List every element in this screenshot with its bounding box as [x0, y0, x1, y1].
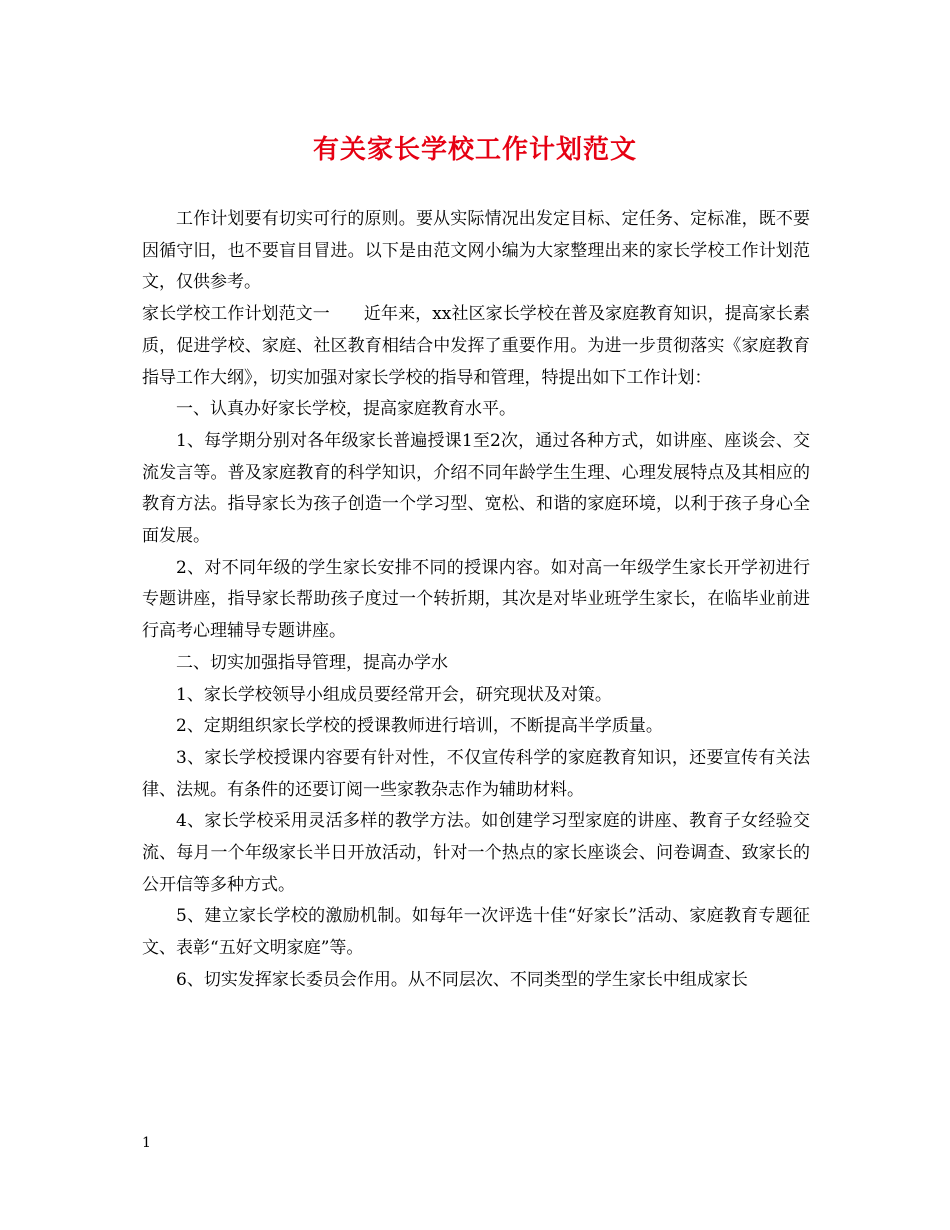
list-item: 1、家长学校领导小组成员要经常开会，研究现状及对策。 [176, 684, 612, 705]
section-heading-1: 一、认真办好家长学校，提高家庭教育水平。 [176, 399, 516, 420]
list-item: 4、家长学校采用灵活多样的教学方法。如创建学习型家庭的讲座、教育子女经验交流、每月一个年级家长半日开放活动，针对一个热点的家长座谈会、问卷调查、致家长的公开信等多种方式。 [142, 811, 810, 895]
list-item: 3、家长学校授课内容要有针对性，不仅宣传科学的家庭教育知识，还要宣传有关法律、法规。有条件的还要订阅一些家教杂志作为辅助材料。 [142, 747, 810, 800]
list-item: 5、建立家长学校的激励机制。如每年一次评选十佳“好家长”活动、家庭教育专题征文、表彰“五好文明家庭”等。 [142, 906, 810, 959]
document-body [142, 204, 810, 997]
sample-paragraph [142, 299, 810, 394]
page-number: 1 [142, 1135, 151, 1151]
intro-paragraph: 工作计划要有切实可行的原则。要从实际情况出发定目标、定任务、定标准，既不要因循守旧，也不要盲目冒进。以下是由范文网小编为大家整理出来的家长学校工作计划范文，仅供参考。 [142, 209, 810, 293]
list-item: 6、切实发挥家长委员会作用。从不同层次、不同类型的学生家长中组成家长 [176, 969, 748, 990]
sample-label: 家长学校工作计划范文一 [142, 304, 330, 325]
sample-intro-text: 近年来，xx社区家长学校在普及家庭教育知识，提高家长素质，促进学校、家庭、社区教育相结合中发挥了重要作用。为进一步贯彻落实《家庭教育指导工作大纲》，切实加强对家长学校的指导和管理，特提出如下工作计划： [142, 304, 810, 388]
document-title: 有关家长学校工作计划范文 [312, 135, 637, 165]
list-item: 1、每学期分别对各年级家长普遍授课1至2次，通过各种方式，如讲座、座谈会、交流发言等。普及家庭教育的科学知识，介绍不同年龄学生生理、心理发展特点及其相应的教育方法。指导家长为孩子创造一个学习型、宽松、和谐的家庭环境，以利于孩子身心全面发展。 [142, 430, 810, 547]
section-heading-2: 二、切实加强指导管理，提高办学水 [176, 652, 448, 673]
list-item: 2、对不同年级的学生家长安排不同的授课内容。如对高一年级学生家长开学初进行专题讲座，指导家长帮助孩子度过一个转折期，其次是对毕业班学生家长，在临毕业前进行高考心理辅导专题讲座。 [142, 557, 810, 642]
list-item: 2、定期组织家长学校的授课教师进行培训，不断提高半学质量。 [176, 716, 663, 737]
